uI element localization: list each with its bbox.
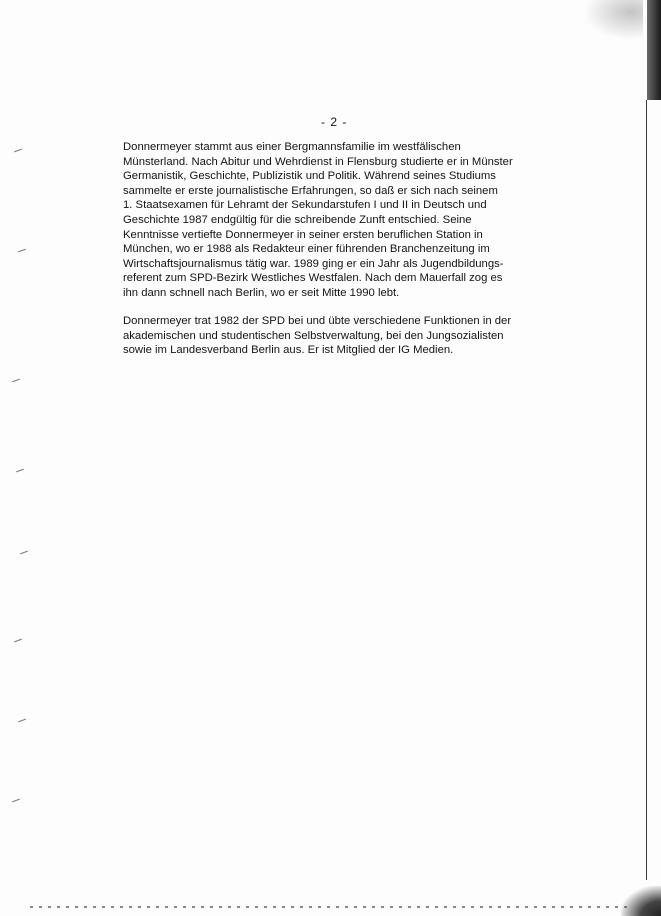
scan-left-edge — [0, 0, 40, 916]
scan-right-edge — [637, 0, 661, 916]
page-number: - 2 - — [321, 115, 348, 129]
paragraph-political-career: Donnermeyer trat 1982 der SPD bei und übte verschiedene Funktionen in der akademischen und studentischen Selbstverwaltung, bei den Jungsozialisten sowie im Landesverband Berlin aus. Er ist Mitglied der IG Medien. — [123, 315, 512, 357]
scan-bottom-edge — [0, 896, 661, 916]
paragraph-biography: Donnermeyer stammt aus einer Bergmannsfamilie im westfälischen Münsterland. Nach Abitur und Wehrdienst in Flensburg studierte er in Münster Germanistik, Geschichte, Publizistik und Politik. Während seines Studiums sammelte er erste journalistische Erfahrungen, so daß er sich nach seinem 1. Staatsexamen für Lehramt der Sekundarstufen I und II in Deutsch und Geschichte 1987 endgültig für die schreibende Zunft entschied. Seine Kenntnisse vertiefte Donnermeyer in seiner ersten beruflichen Station in München, wo er 1988 als Redakteur einer führenden Branchenzeitung im Wirtschaftsjournalismus tätig war. 1989 ging er ein Jahr als Jugendbildungs- referent zum SPD-Bezirk Westliches Westfalen. Nach dem Mauerfall zog es ihn dann schnell nach Berlin, wo er seit Mitte 1990 lebt. — [123, 141, 513, 299]
